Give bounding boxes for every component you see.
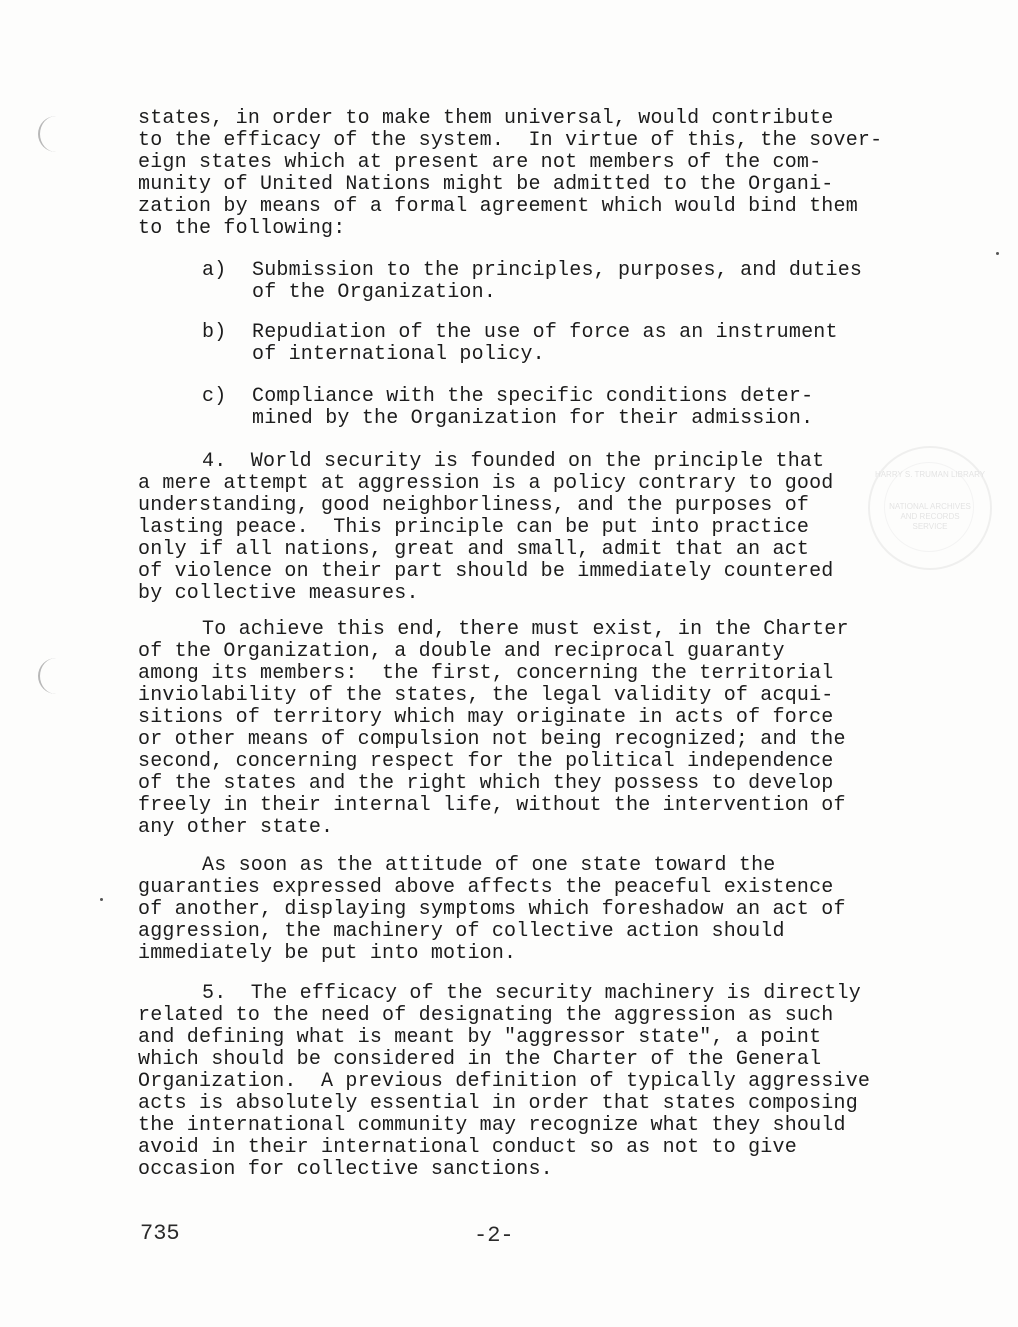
punch-hole-top xyxy=(38,116,58,152)
text-line: avoid in their international conduct so as not to give xyxy=(138,1136,797,1159)
text-line: of the Organization, a double and reciprocal guaranty xyxy=(138,640,785,663)
text-line: by collective measures. xyxy=(138,582,419,605)
punch-hole-bottom xyxy=(38,658,58,694)
text-line: inviolability of the states, the legal validity of acqui- xyxy=(138,684,834,707)
document-number: 735 xyxy=(140,1221,180,1246)
text-line: zation by means of a formal agreement which would bind them xyxy=(138,195,858,218)
text-line: 4. World security is founded on the principle that xyxy=(202,450,825,473)
page-number: -2- xyxy=(474,1223,514,1248)
text-line: acts is absolutely essential in order that states composing xyxy=(138,1092,858,1115)
text-line: Submission to the principles, purposes, and duties xyxy=(252,259,863,282)
text-line: of the Organization. xyxy=(252,281,497,304)
text-line: aggression, the machinery of collective action should xyxy=(138,920,785,943)
text-line: of another, displaying symptoms which foreshadow an act of xyxy=(138,898,846,921)
text-line: As soon as the attitude of one state toward the xyxy=(202,854,776,877)
text-line: to the efficacy of the system. In virtue of this, the sover- xyxy=(138,129,883,152)
text-line: a mere attempt at aggression is a policy contrary to good xyxy=(138,472,834,495)
list-marker: b) xyxy=(202,321,227,344)
text-line: of international policy. xyxy=(252,343,545,366)
text-line: related to the need of designating the aggression as such xyxy=(138,1004,834,1027)
text-line: Compliance with the specific conditions deter- xyxy=(252,385,814,408)
text-line: guaranties expressed above affects the peaceful existence xyxy=(138,876,834,899)
text-line: and defining what is meant by "aggressor state", a point xyxy=(138,1026,822,1049)
paper-speck xyxy=(996,252,999,255)
text-line: among its members: the first, concerning the territorial xyxy=(138,662,834,685)
text-line: any other state. xyxy=(138,816,334,839)
text-line: states, in order to make them universal, would contribute xyxy=(138,107,834,130)
text-line: to the following: xyxy=(138,217,346,240)
text-line: lasting peace. This principle can be put into practice xyxy=(138,516,810,539)
text-line: or other means of compulsion not being recognized; and the xyxy=(138,728,846,751)
text-line: immediately be put into motion. xyxy=(138,942,517,965)
text-line: munity of United Nations might be admitted to the Organi- xyxy=(138,173,834,196)
paper-speck xyxy=(100,898,103,901)
text-line: eign states which at present are not members of the com- xyxy=(138,151,822,174)
stamp-text-top: HARRY S. TRUMAN LIBRARY xyxy=(874,470,986,479)
text-line: occasion for collective sanctions. xyxy=(138,1158,553,1181)
text-line: understanding, good neighborliness, and the purposes of xyxy=(138,494,810,517)
list-marker: a) xyxy=(202,259,227,282)
text-line: freely in their internal life, without the intervention of xyxy=(138,794,846,817)
text-line: mined by the Organization for their admission. xyxy=(252,407,814,430)
text-line: which should be considered in the Charter of the General xyxy=(138,1048,822,1071)
text-line: sitions of territory which may originate in acts of force xyxy=(138,706,834,729)
text-line: of violence on their part should be immediately countered xyxy=(138,560,834,583)
text-line: of the states and the right which they possess to develop xyxy=(138,772,834,795)
text-line: 5. The efficacy of the security machinery is directly xyxy=(202,982,861,1005)
stamp-text-mid: NATIONAL ARCHIVES AND RECORDS SERVICE xyxy=(889,502,971,531)
text-line: Organization. A previous definition of typically aggressive xyxy=(138,1070,871,1093)
list-marker: c) xyxy=(202,385,227,408)
text-line: To achieve this end, there must exist, in the Charter xyxy=(202,618,849,641)
library-stamp xyxy=(868,446,992,570)
text-line: Repudiation of the use of force as an instrument xyxy=(252,321,838,344)
text-line: only if all nations, great and small, admit that an act xyxy=(138,538,810,561)
text-line: second, concerning respect for the political independence xyxy=(138,750,834,773)
text-line: the international community may recognize what they should xyxy=(138,1114,846,1137)
